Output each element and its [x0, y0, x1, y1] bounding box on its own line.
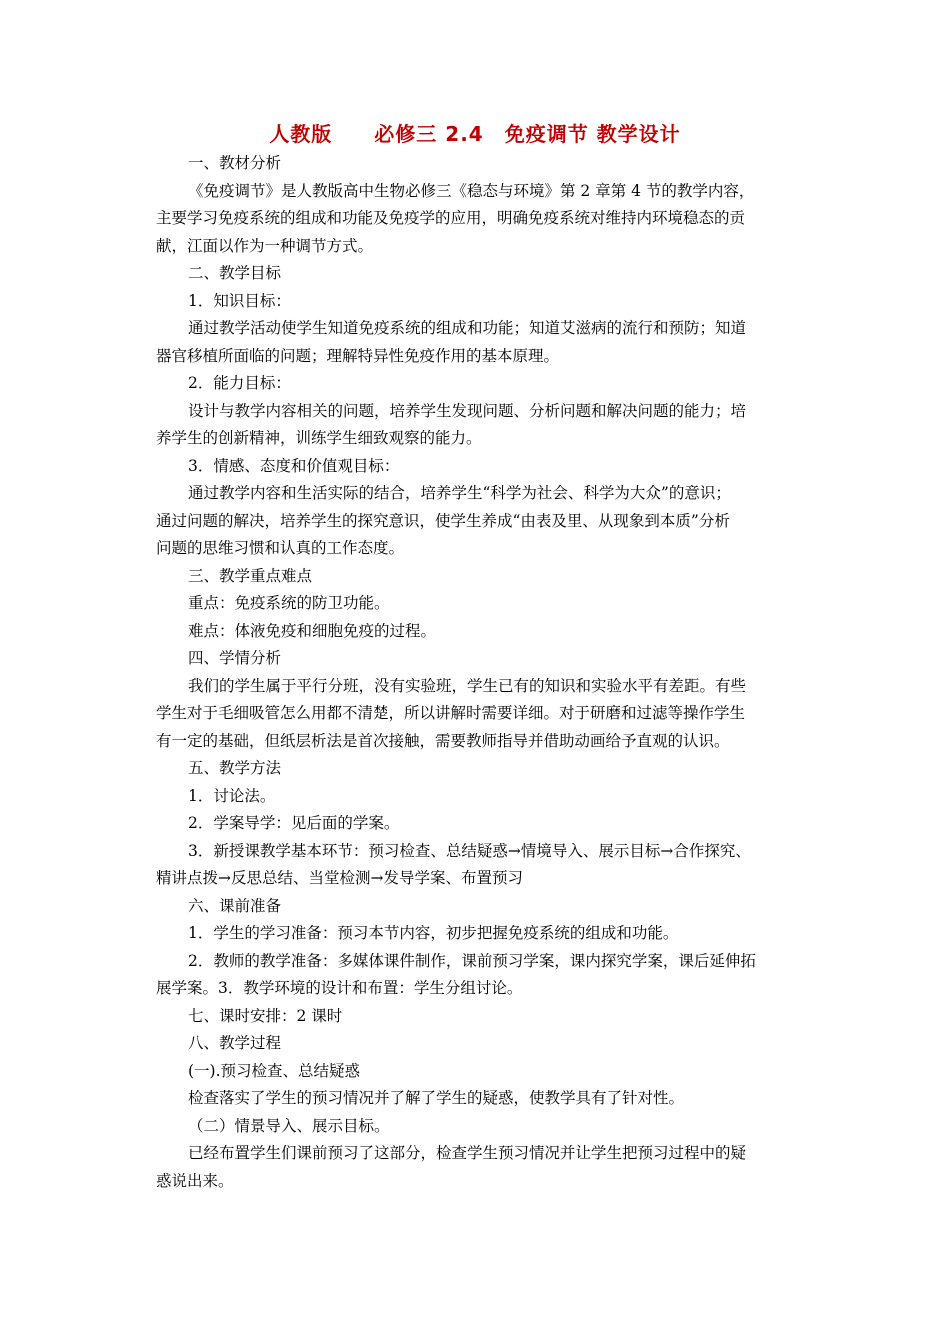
text-line: 3．情感、态度和价值观目标： — [188, 456, 400, 475]
text-line: 重点：免疫系统的防卫功能。 — [188, 594, 390, 612]
text-line: 1．学生的学习准备：预习本节内容，初步把握免疫系统的组成和功能。 — [188, 924, 679, 942]
text-line: 主要学习免疫系统的组成和功能及免疫学的应用，明确免疫系统对维持内环境稳态的贡 — [156, 209, 746, 227]
text-line: 有一定的基础，但纸层析法是首次接触，需要教师指导并借助动画给予直观的认识。 — [156, 731, 730, 750]
text-line: (一).预习检查、总结疑惑 — [188, 1061, 361, 1080]
text-line: 我们的学生属于平行分班，没有实验班，学生已有的知识和实验水平有差距。有些 — [188, 676, 747, 695]
text-line: 七、课时安排：2 课时 — [188, 1006, 343, 1025]
text-line: 惑说出来。 — [156, 1171, 234, 1190]
text-line: 通过教学活动使学生知道免疫系统的组成和功能；知道艾滋病的流行和预防；知道 — [188, 319, 747, 337]
text-line: 检查落实了学生的预习情况并了解了学生的疑惑，使教学具有了针对性。 — [188, 1089, 685, 1107]
text-line: 3．新授课教学基本环节：预习检查、总结疑惑→情境导入、展示目标→合作探究、 — [188, 841, 751, 860]
text-line: 器官移植所面临的问题；理解特异性免疫作用的基本原理。 — [156, 346, 560, 365]
text-line: 已经布置学生们课前预习了这部分，检查学生预习情况并让学生把预习过程中的疑 — [188, 1144, 747, 1162]
page-title: 人教版 必修三 2.4 免疫调节 教学设计 — [269, 122, 681, 146]
text-line: 设计与教学内容相关的问题，培养学生发现问题、分析问题和解决问题的能力；培 — [188, 401, 747, 420]
text-line: 通过教学内容和生活实际的结合，培养学生“科学为社会、科学为大众”的意识； — [188, 484, 731, 502]
text-line: 1．讨论法。 — [188, 786, 276, 805]
text-line: 1．知识目标： — [188, 291, 291, 310]
text-line: 《免疫调节》是人教版高中生物必修三《稳态与环境》第 2 章第 4 节的教学内容， — [188, 181, 755, 200]
text-line: 献，江面以作为一种调节方式。 — [156, 236, 374, 255]
text-line: 五、教学方法 — [188, 759, 282, 777]
text-line: 精讲点拨→反思总结、当堂检测→发导学案、布置预习 — [156, 869, 523, 887]
text-line: 问题的思维习惯和认真的工作态度。 — [156, 539, 405, 557]
text-line: 一、教材分析 — [188, 154, 282, 172]
text-line: 2．教师的教学准备：多媒体课件制作，课前预习学案，课内探究学案，课后延伸拓 — [188, 951, 756, 970]
text-line: 难点：体液免疫和细胞免疫的过程。 — [188, 621, 437, 640]
text-line: 通过问题的解决，培养学生的探究意识，使学生养成“由表及里、从现象到本质”分析 — [156, 511, 730, 530]
text-line: （二）情景导入、展示目标。 — [188, 1116, 390, 1135]
text-line: 二、教学目标 — [188, 264, 282, 282]
document-body — [156, 150, 798, 1195]
text-line: 2．能力目标： — [188, 374, 291, 392]
text-line: 展学案。3．教学环境的设计和布置：学生分组讨论。 — [156, 979, 523, 997]
text-line: 四、学情分析 — [188, 649, 282, 667]
text-line: 养学生的创新精神，训练学生细致观察的能力。 — [156, 429, 482, 447]
text-line: 八、教学过程 — [188, 1034, 282, 1052]
text-line: 学生对于毛细吸管怎么用都不清楚，所以讲解时需要详细。对于研磨和过滤等操作学生 — [156, 704, 746, 722]
text-line: 六、课前准备 — [188, 896, 282, 915]
text-line: 三、教学重点难点 — [188, 566, 313, 585]
text-line: 2．学案导学：见后面的学案。 — [188, 814, 400, 832]
